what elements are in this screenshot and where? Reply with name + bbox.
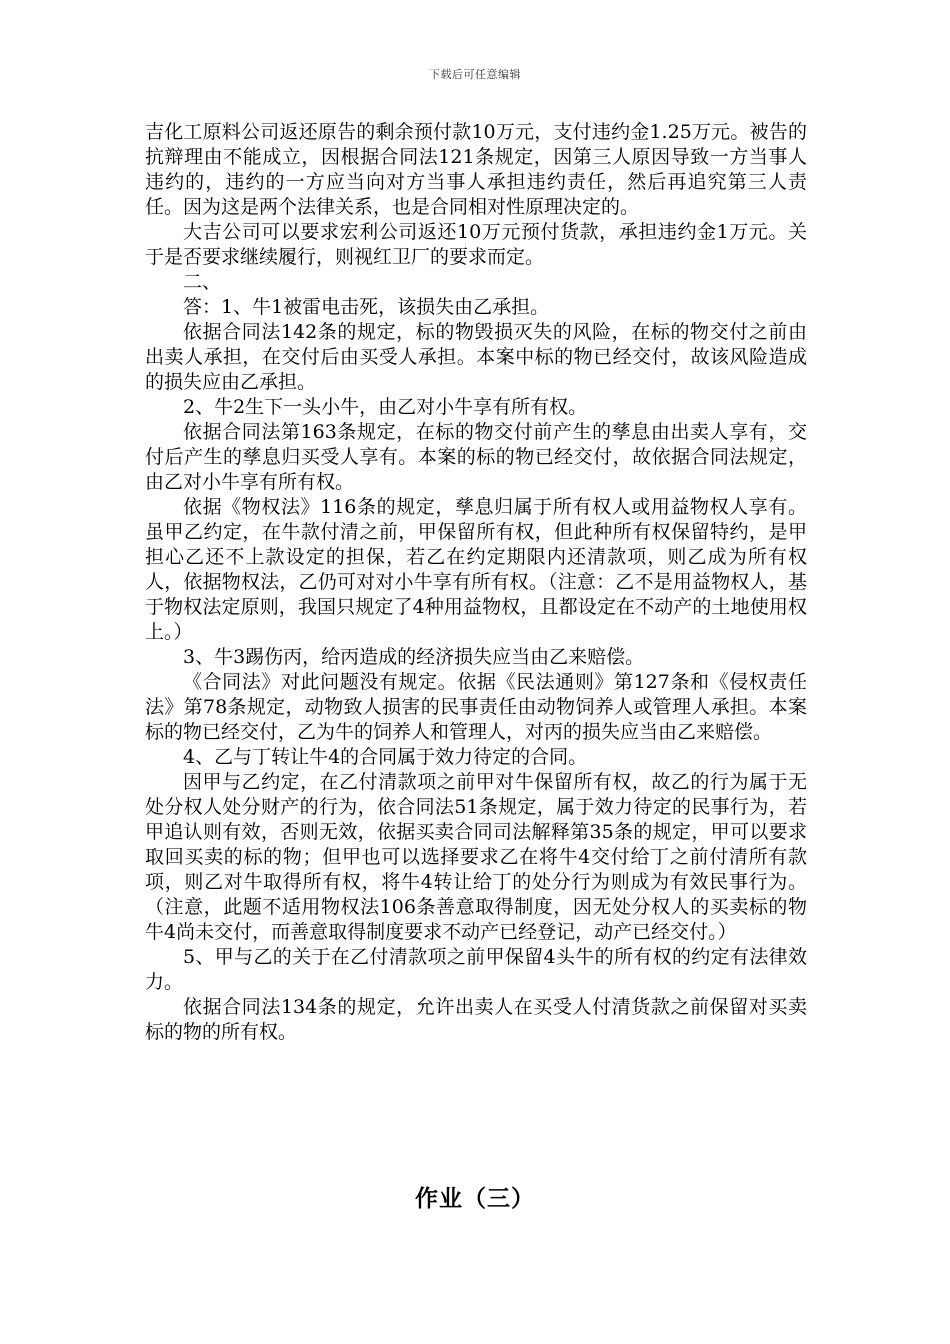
document-body [145, 120, 807, 1045]
paragraph: 依据合同法第163条规定，在标的物交付前产生的孳息由出卖人享有，交付后产生的孳息归买受人享有。本案的标的物已经交付，故依据合同法规定，由乙对小牛享有所有权。 [145, 421, 807, 493]
answer-heading: 3、牛3踢伤丙，给丙造成的经济损失应当由乙来赔偿。 [183, 646, 645, 668]
paragraph: 依据合同法134条的规定，允许出卖人在买受人付清货款之前保留对买卖标的物的所有权。 [145, 996, 807, 1043]
paragraph: 大吉公司可以要求宏利公司返还10万元预付货款，承担违约金1万元。关于是否要求继续履行，则视红卫厂的要求而定。 [145, 221, 807, 268]
answer-heading: 答：1、牛1被雷电击死，该损失由乙承担。 [183, 296, 550, 318]
paragraph: 依据《物权法》116条的规定，孳息归属于所有权人或用益物权人享有。虽甲乙约定，在牛款付清之前，甲保留所有权，但此种所有权保留特约，是甲担心乙还不上款设定的担保，若乙在约定期限内还清款项，则乙成为所有权人，依据物权法，乙仍可对对小牛享有所有权。（注意：乙不是用益物权人，基于物权法定原则，我国只规定了4种用益物权，且都设定在不动产的土地使用权上。） [145, 496, 807, 643]
paragraph: 吉化工原料公司返还原告的剩余预付款10万元，支付违约金1.25万元。被告的抗辩理由不能成立，因根据合同法121条规定，因第三人原因导致一方当事人违约的，违约的一方应当向对方当事人承担违约责任，然后再追究第三人责任。因为这是两个法律关系，也是合同相对性原理决定的。 [145, 121, 807, 218]
section-number: 二、 [183, 271, 222, 293]
paragraph: 因甲与乙约定，在乙付清款项之前甲对牛保留所有权，故乙的行为属于无处分权人处分财产的行为，依合同法51条规定，属于效力待定的民事行为，若甲追认则有效，否则无效，依据买卖合同司法解释第35条的规定，甲可以要求取回买卖的标的物；但甲也可以选择要求乙在将牛4交付给丁之前付清所有款项，则乙对牛取得所有权，将牛4转让给丁的处分行为则成为有效民事行为。（注意，此题不适用物权法106条善意取得制度，因无处分权人的买卖标的物牛4尚未交付，而善意取得制度要求不动产已经登记，动产已经交付。） [145, 771, 807, 943]
answer-heading: 2、牛2生下一头小牛，由乙对小牛享有所有权。 [183, 396, 588, 418]
paragraph: 依据合同法142条的规定，标的物毁损灭失的风险，在标的物交付之前由出卖人承担，在交付后由买受人承担。本案中标的物已经交付，故该风险造成的损失应由乙承担。 [145, 321, 807, 393]
paragraph: 《合同法》对此问题没有规定。依据《民法通则》第127条和《侵权责任法》第78条规定，动物致人损害的民事责任由动物饲养人或管理人承担。本案标的物已经交付，乙为牛的饲养人和管理人，对丙的损失应当由乙来赔偿。 [145, 671, 807, 743]
section-title: 作业（三） [415, 1186, 535, 1212]
page-header: 下载后可任意编辑 [429, 68, 521, 81]
answer-heading: 4、乙与丁转让牛4的合同属于效力待定的合同。 [183, 746, 588, 768]
answer-heading: 5、甲与乙的关于在乙付清款项之前甲保留4头牛的所有权的约定有法律效力。 [145, 946, 807, 993]
